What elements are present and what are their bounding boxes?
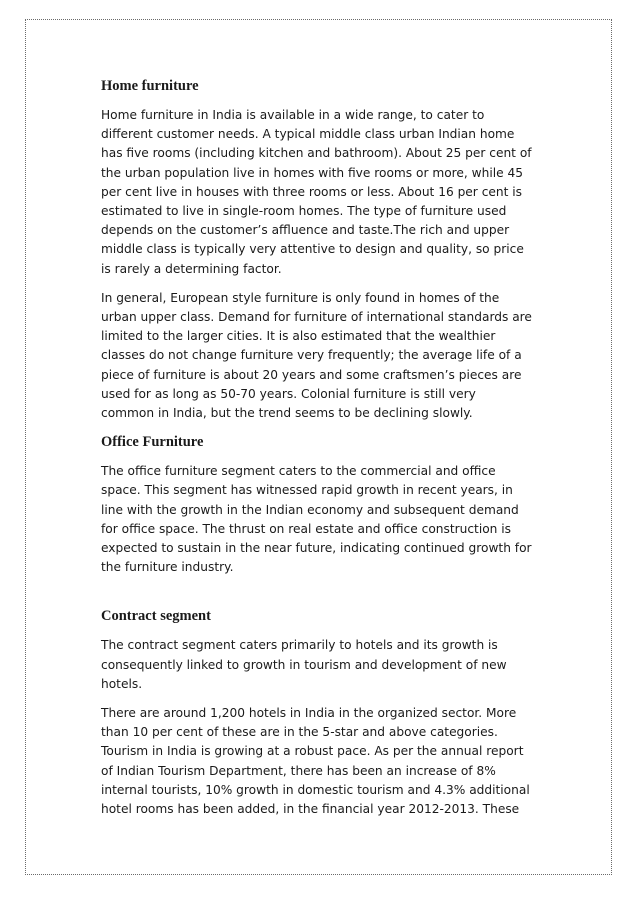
text-line: is rarely a determining factor. [101, 261, 282, 276]
text-line: piece of furniture is about 20 years and some craftsmen’s pieces are [101, 367, 522, 382]
text-line: There are around 1,200 hotels in India in the organized sector. More [101, 706, 517, 721]
text-line: line with the growth in the Indian economy and subsequent demand [101, 502, 519, 517]
text-line: space. This segment has witnessed rapid growth in recent years, in [101, 483, 513, 498]
text-line: the furniture industry. [101, 560, 234, 575]
text-line: internal tourists, 10% growth in domestic tourism and 4.3% additional [101, 782, 530, 797]
text-line: The office furniture segment caters to the commercial and office [101, 464, 496, 479]
paragraph-contract-segment-2 [101, 704, 565, 819]
text-line: Home furniture in India is available in a wide range, to cater to [101, 108, 485, 122]
text-line: hotel rooms has been added, in the financial year 2012-2013. These [101, 802, 520, 817]
text-line: per cent live in houses with three rooms or less. About 16 per cent is [101, 184, 523, 199]
text-line: different customer needs. A typical middle class urban Indian home [101, 127, 515, 142]
paragraph-contract-segment-1 [101, 636, 565, 694]
text-line: depends on the customer’s affluence and taste.The rich and upper [101, 223, 510, 238]
document-body [101, 77, 565, 829]
text-line: common in India, but the trend seems to be declining slowly. [101, 406, 473, 421]
text-line: consequently linked to growth in tourism and development of new [101, 657, 507, 672]
text-line: has five rooms (including kitchen and bathroom). About 25 per cent of [101, 146, 532, 161]
text-line: The contract segment caters primarily to hotels and its growth is [101, 638, 498, 653]
text-line: estimated to live in single-room homes. The type of furniture used [101, 204, 507, 219]
text-line: than 10 per cent of these are in the 5-star and above categories. [101, 725, 498, 740]
text-line: middle class is typically very attentive to design and quality, so price [101, 242, 524, 257]
text-line: In general, European style furniture is only found in homes of the [101, 290, 500, 305]
section-heading-contract-segment: Contract segment [101, 608, 211, 625]
text-line: classes do not change furniture very frequently; the average life of a [101, 348, 522, 363]
paragraph-home-furniture-1 [101, 106, 565, 279]
text-line: limited to the larger cities. It is also estimated that the wealthier [101, 329, 496, 344]
paragraph-office-furniture-1 [101, 462, 565, 577]
paragraph-home-furniture-2 [101, 289, 565, 423]
section-heading-home-furniture: Home furniture [101, 78, 199, 94]
section-heading-office-furniture: Office Furniture [101, 434, 204, 451]
text-line: urban upper class. Demand for furniture of international standards are [101, 310, 532, 325]
text-line: Tourism in India is growing at a robust pace. As per the annual report [101, 744, 524, 759]
text-line: expected to sustain in the near future, indicating continued growth for [101, 541, 532, 556]
section-spacer [101, 587, 565, 607]
text-line: used for as long as 50-70 years. Colonial furniture is still very [101, 386, 476, 401]
text-line: of Indian Tourism Department, there has been an increase of 8% [101, 763, 496, 778]
text-line: the urban population live in homes with five rooms or more, while 45 [101, 165, 524, 180]
text-line: hotels. [101, 676, 143, 691]
text-line: for office space. The thrust on real estate and office construction is [101, 521, 512, 536]
